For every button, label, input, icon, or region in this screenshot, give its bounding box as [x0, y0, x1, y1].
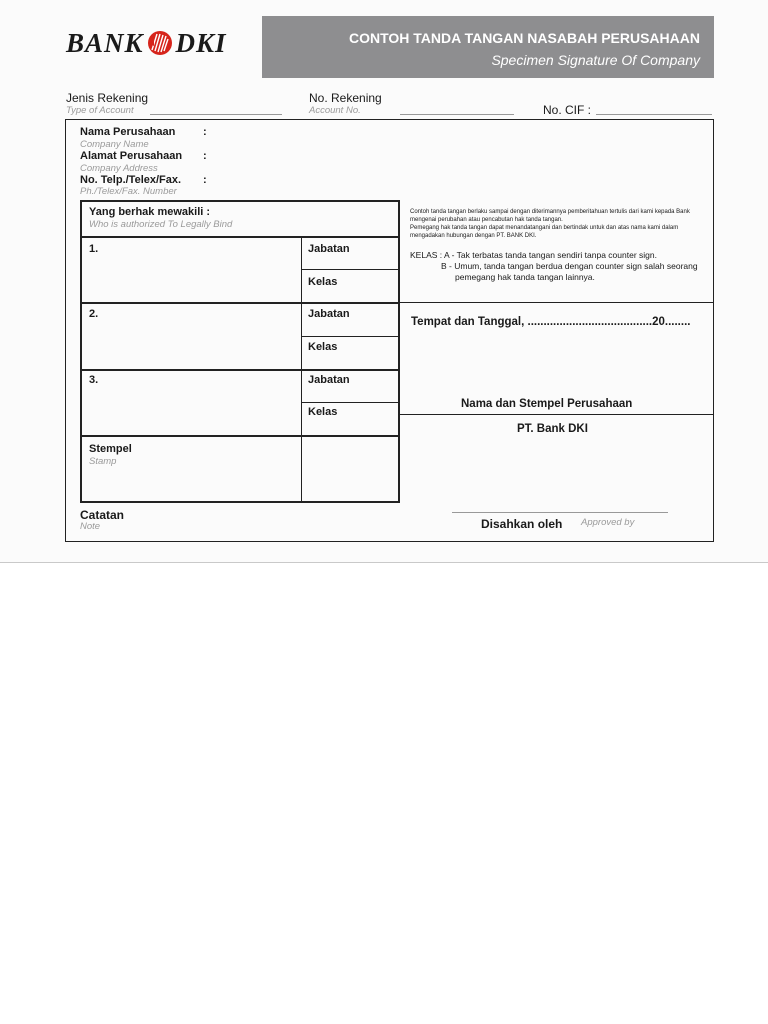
- kelas-b-text-2: pemegang hak tanda tangan lainnya.: [455, 272, 595, 282]
- account-type-label: Jenis Rekening: [66, 91, 149, 105]
- right-divider-top: [400, 302, 714, 303]
- row-3-divider: [80, 435, 400, 437]
- company-phone-input[interactable]: [215, 174, 699, 190]
- account-number-sub: Account No.: [309, 105, 361, 116]
- authorized-header-divider: [80, 236, 400, 238]
- bank-dki-logo: [66, 26, 227, 60]
- signer-2-jabatan-label: Jabatan: [308, 308, 350, 320]
- form-subtitle: Specimen Signature Of Company: [491, 52, 700, 68]
- signer-3-number: 3.: [89, 374, 99, 386]
- row-1-divider: [80, 302, 400, 304]
- right-divider-bottom: [400, 414, 714, 415]
- signer-2-cell-divider: [301, 336, 400, 337]
- company-name-colon: :: [203, 126, 207, 138]
- company-address-input[interactable]: [215, 150, 699, 166]
- account-type-input[interactable]: [150, 100, 286, 116]
- cif-label: No. CIF :: [543, 103, 592, 117]
- account-type-sub: Type of Account: [66, 105, 134, 116]
- company-stamp-label: Nama dan Stempel Perusahaan: [461, 398, 633, 410]
- stamp-label: Stempel: [89, 443, 132, 455]
- account-number-input[interactable]: [400, 100, 518, 116]
- bank-dki-emblem-icon: [145, 28, 175, 58]
- signer-3-jabatan-label: Jabatan: [308, 374, 350, 386]
- company-phone-sub: Ph./Telex/Fax. Number: [80, 186, 177, 197]
- notice-line-2: Pemegang hak tanda tangan dapat menandatangani dan bertindak untuk dan atas nama kami dalam mengadakan hubungan dengan PT. BANK DKI.: [410, 225, 679, 239]
- signer-2-number: 2.: [89, 308, 99, 320]
- bank-name-label: PT. Bank DKI: [517, 423, 588, 435]
- logo-text-bank: BANK: [66, 27, 144, 58]
- cif-input[interactable]: [596, 100, 716, 116]
- note-input[interactable]: [130, 508, 394, 526]
- approval-signature-area[interactable]: [452, 480, 668, 510]
- logo-text-dki: DKI: [175, 27, 227, 58]
- signer-1-jabatan-label: Jabatan: [308, 243, 350, 255]
- company-stamp-area[interactable]: [410, 335, 705, 393]
- signer-3-kelas-label: Kelas: [308, 406, 338, 418]
- authorized-label: Yang berhak mewakili :: [89, 206, 211, 218]
- signer-3-signature-area[interactable]: [104, 373, 294, 431]
- company-name-sub: Company Name: [80, 139, 149, 150]
- signer-1-kelas-label: Kelas: [308, 276, 338, 288]
- account-number-label: No. Rekening: [309, 91, 382, 105]
- blank-background: [0, 563, 768, 1024]
- kelas-b-text: B - Umum, tanda tangan berdua dengan counter sign salah seorang: [441, 261, 698, 271]
- form-title: CONTOH TANDA TANGAN NASABAH PERUSAHAAN: [348, 30, 700, 46]
- company-address-sub: Company Address: [80, 163, 158, 174]
- header-banner: [262, 16, 714, 78]
- company-phone-colon: :: [203, 174, 207, 186]
- approval-signature-line: [452, 512, 668, 513]
- row-2-divider: [80, 369, 400, 371]
- company-phone-label: No. Telp./Telex/Fax.: [80, 174, 182, 186]
- signer-1-number: 1.: [89, 243, 99, 255]
- notice-line-1: Contoh tanda tangan berlaku sampai dengan diterimannya pemberitahuan tertulis dari kami kepada Bank mengenai perubahan atau pencabutan hak tanda tangan.: [410, 209, 690, 223]
- approval-sub: Approved by: [581, 517, 635, 528]
- signer-2-kelas-label: Kelas: [308, 341, 338, 353]
- kelas-a-text: KELAS : A - Tak terbatas tanda tangan sendiri tanpa counter sign.: [410, 250, 657, 260]
- approval-label: Disahkan oleh: [481, 517, 563, 531]
- note-sub: Note: [80, 521, 101, 532]
- notice-text: [410, 208, 710, 240]
- signer-1-signature-area[interactable]: [104, 242, 294, 298]
- company-address-colon: :: [203, 150, 207, 162]
- company-name-label: Nama Perusahaan: [80, 126, 176, 138]
- signer-1-cell-divider: [301, 269, 400, 270]
- stamp-sub: Stamp: [89, 456, 117, 467]
- note-label: Catatan: [80, 508, 125, 522]
- company-address-label: Alamat Perusahaan: [80, 150, 183, 162]
- signer-2-signature-area[interactable]: [104, 307, 294, 365]
- authorized-sub: Who is authorized To Legally Bind: [89, 219, 233, 230]
- place-date-input[interactable]: [540, 312, 664, 330]
- signer-3-cell-divider: [301, 402, 400, 403]
- place-date-label: Tempat dan Tanggal, .......................................20........: [411, 316, 691, 328]
- company-name-input[interactable]: [215, 126, 699, 142]
